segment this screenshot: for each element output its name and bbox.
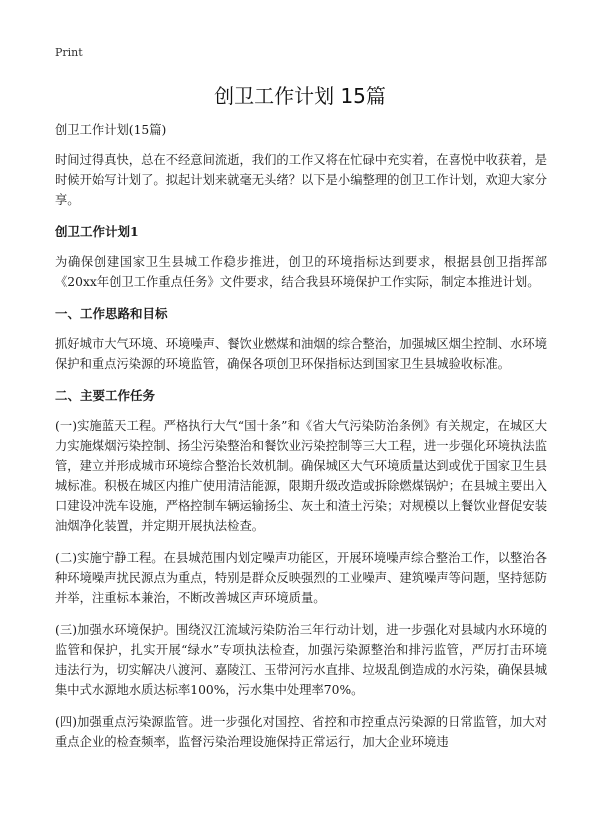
task-4-paragraph: (四)加强重点污染源监管。进一步强化对国控、省控和市控重点污染源的日常监管，加大对重点企业的检查频率，监督污染治理设施保持正常运行，加大企业环境违 [55, 715, 547, 749]
task-1-paragraph: (一)实施蓝天工程。严格执行大气“国十条”和《省大气污染防治条例》有关规定，在城区大力实施煤烟污染控制、扬尘污染整治和餐饮业污染控制等三大工程，进一步强化环境执法监管，建立并形成城市环境综合整治长效机制。确保城区大气环境质量达到或优于国家卫生县城标准。积极在城区内推广使用清洁能源，限期升级改造或拆除燃煤锅炉；在县城主要出入口建设冲洗车设施，严格控制车辆运输扬尘、灰土和渣土污染；对规模以上餐饮业督促安装油烟净化装置，并定期开展执法检查。 [55, 419, 547, 533]
task-3-paragraph: (三)加强水环境保护。围绕汉江流域污染防治三年行动计划，进一步强化对县域内水环境的监管和保护，扎实开展“绿水”专项执法检查，加强污染源整治和排污监管，严厉打击环境违法行为，切实解决八渡河、嘉陵江、玉带河污水直排、垃圾乱倒造成的水污染，确保县城集中式水源地水质达标率100%，污水集中处理率70%。 [55, 623, 547, 697]
section1-heading: 创卫工作计划1 [55, 224, 139, 239]
print-label[interactable]: Print [55, 46, 83, 59]
task-2-paragraph: (二)实施宁静工程。在县城范围内划定噪声功能区，开展环境噪声综合整治工作，以整治各种环境噪声扰民源点为重点，特别是群众反映强烈的工业噪声、建筑噪声等问题，坚持惩防并举，注重标本兼治，不断改善城区声环境质量。 [55, 551, 547, 605]
document-title: 创卫工作计划 15篇 [214, 84, 386, 108]
section1-paragraph: 为确保创建国家卫生县城工作稳步推进，创卫的环境指标达到要求，根据县创卫指挥部《20xx年创卫工作重点任务》文件要求，结合我县环境保护工作实际，制定本推进计划。 [55, 255, 547, 289]
document-subtitle: 创卫工作计划(15篇) [55, 123, 167, 137]
intro-paragraph: 时间过得真快，总在不经意间流逝，我们的工作又将在忙碌中充实着，在喜悦中收获着，是时候开始写计划了。拟起计划来就毫无头绪？以下是小编整理的创卫工作计划，欢迎大家分享。 [55, 153, 547, 207]
document-body [55, 120, 547, 764]
heading-main-tasks: 二、主要工作任务 [55, 388, 156, 403]
heading-work-thoughts: 一、工作思路和目标 [55, 306, 168, 321]
work-thoughts-paragraph: 抓好城市大气环境、环境噪声、餐饮业燃煤和油烟的综合整治，加强城区烟尘控制、水环境保护和重点污染源的环境监管，确保各项创卫环保指标达到国家卫生县城验收标准。 [55, 337, 547, 371]
